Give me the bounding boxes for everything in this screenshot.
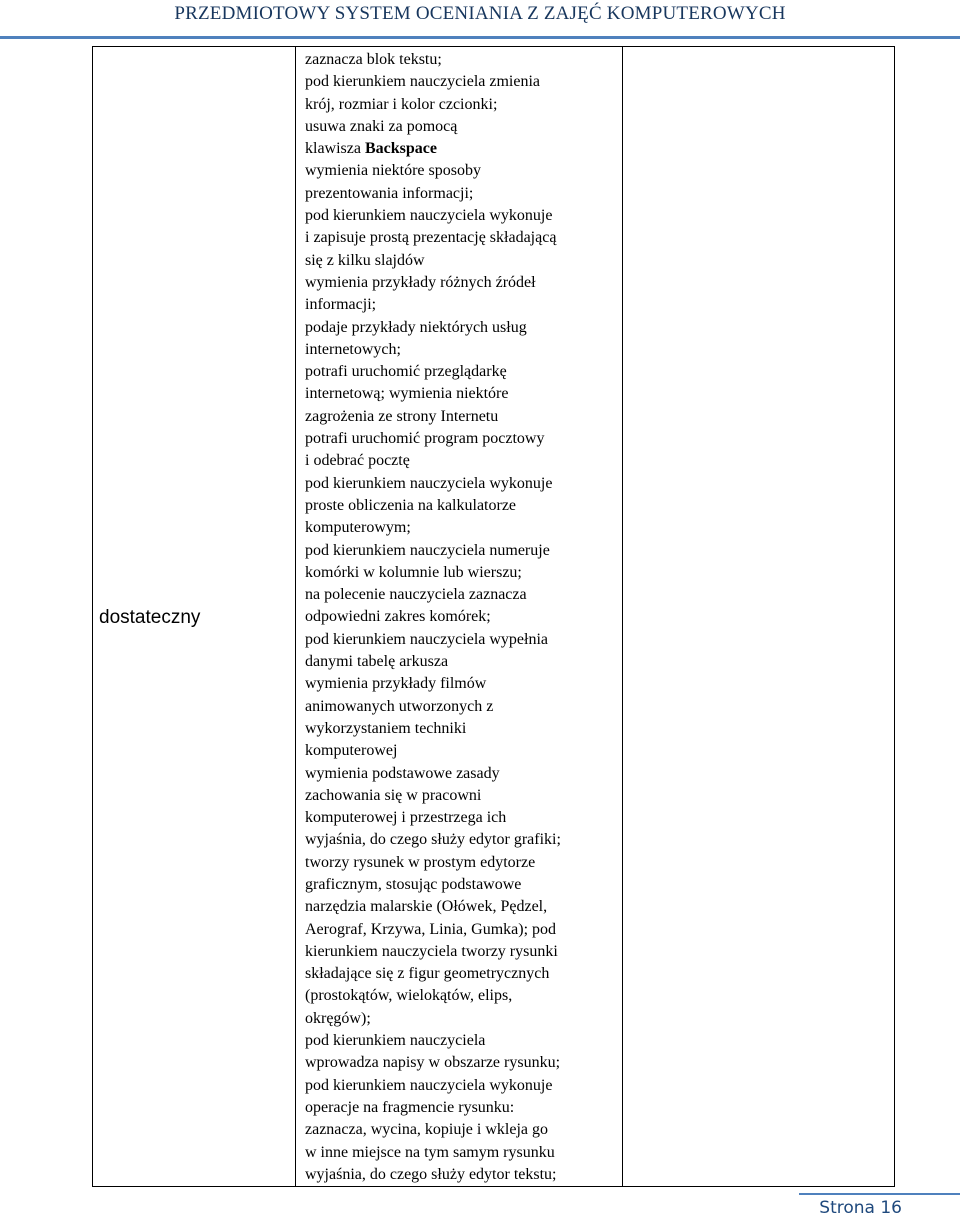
requirement-text: na polecenie nauczyciela zaznacza — [305, 586, 527, 604]
requirement-line — [305, 985, 618, 1007]
requirement-line — [305, 361, 618, 383]
requirement-text: komórki w kolumnie lub wierszu; — [305, 563, 522, 581]
grade-cell — [93, 47, 296, 1187]
requirement-line — [305, 807, 618, 829]
requirement-line — [305, 718, 618, 740]
requirement-line — [305, 1119, 618, 1141]
requirement-line — [305, 1097, 618, 1119]
requirement-line — [305, 919, 618, 941]
requirement-line — [305, 495, 618, 517]
requirement-text: internetową; wymienia niektóre — [305, 385, 509, 403]
requirement-text: wykorzystaniem techniki — [305, 719, 467, 737]
requirement-text: wprowadza napisy w obszarze rysunku; — [305, 1054, 561, 1072]
requirement-text: pod kierunkiem nauczyciela wykonuje — [305, 1076, 553, 1094]
requirement-line — [305, 49, 618, 71]
requirement-line — [305, 71, 618, 93]
requirement-text: animowanych utworzonych z — [305, 697, 494, 715]
requirement-text: kierunkiem nauczyciela tworzy rysunki — [305, 942, 558, 960]
requirement-text: potrafi uruchomić program pocztowy — [305, 430, 545, 448]
requirement-text: się z kilku slajdów — [305, 251, 425, 269]
requirement-text: wymienia przykłady filmów — [305, 675, 487, 693]
requirement-text: okręgów); — [305, 1009, 371, 1027]
requirement-text: pod kierunkiem nauczyciela zmienia — [305, 73, 541, 91]
requirement-text: operacje na fragmencie rysunku: — [305, 1098, 515, 1116]
requirement-line — [305, 1030, 618, 1052]
requirement-text: tworzy rysunek w prostym edytorze — [305, 853, 536, 871]
requirement-text: odpowiedni zakres komórek; — [305, 608, 491, 626]
requirement-text: pod kierunkiem nauczyciela wypełnia — [305, 630, 549, 648]
requirement-text: zagrożenia ze strony Internetu — [305, 407, 499, 425]
requirement-text: klawisza — [305, 140, 365, 158]
requirement-line — [305, 428, 618, 450]
requirement-line — [305, 160, 618, 182]
requirement-text: komputerowej — [305, 742, 398, 760]
requirement-text: wymienia przykłady różnych źródeł — [305, 273, 536, 291]
requirement-line — [305, 540, 618, 562]
requirement-text: komputerowym; — [305, 519, 411, 537]
requirement-line — [305, 517, 618, 539]
requirement-line — [305, 406, 618, 428]
page-header — [0, 0, 960, 38]
requirement-line — [305, 651, 618, 673]
requirement-text: wymienia podstawowe zasady — [305, 764, 500, 782]
requirement-text: zaznacza blok tekstu; — [305, 51, 442, 68]
requirement-line — [305, 383, 618, 405]
requirement-line — [305, 673, 618, 695]
requirement-text: graficznym, stosując podstawowe — [305, 875, 522, 893]
requirement-line — [305, 829, 618, 851]
requirement-text: pod kierunkiem nauczyciela wykonuje — [305, 207, 553, 225]
requirement-line — [305, 294, 618, 316]
requirement-line — [305, 785, 618, 807]
page-footer — [819, 1198, 902, 1224]
requirement-text: (prostokątów, wielokątów, elips, — [305, 987, 513, 1005]
grade-requirements-table — [92, 46, 895, 1187]
requirements-cell — [296, 47, 623, 1187]
requirement-text: pod kierunkiem nauczyciela — [305, 1032, 486, 1050]
requirement-text: pod kierunkiem nauczyciela numeruje — [305, 541, 550, 559]
requirement-line — [305, 1142, 618, 1164]
header-divider — [0, 36, 960, 39]
requirement-line — [305, 317, 618, 339]
requirement-text: pod kierunkiem nauczyciela wykonuje — [305, 474, 553, 492]
requirements-list — [296, 47, 622, 1186]
empty-cell — [623, 47, 895, 1187]
requirement-line — [305, 339, 618, 361]
requirement-text: i odebrać pocztę — [305, 452, 410, 470]
table-row — [93, 47, 895, 1187]
requirement-line — [305, 941, 618, 963]
requirement-line — [305, 874, 618, 896]
requirement-line — [305, 116, 618, 138]
requirement-line — [305, 1052, 618, 1074]
requirement-line — [305, 138, 618, 160]
requirement-text: prezentowania informacji; — [305, 184, 474, 202]
requirement-text: wyjaśnia, do czego służy edytor grafiki; — [305, 831, 561, 849]
requirement-text: krój, rozmiar i kolor czcionki; — [305, 95, 498, 113]
requirement-line — [305, 696, 618, 718]
requirement-text: wyjaśnia, do czego służy edytor tekstu; — [305, 1165, 557, 1183]
requirement-line — [305, 1164, 618, 1186]
requirement-text: w inne miejsce na tym samym rysunku — [305, 1143, 555, 1161]
requirement-line — [305, 1075, 618, 1097]
requirement-text: wymienia niektóre sposoby — [305, 162, 481, 180]
requirement-line — [305, 896, 618, 918]
requirement-line — [305, 562, 618, 584]
requirement-line — [305, 763, 618, 785]
requirement-line — [305, 963, 618, 985]
requirement-line — [305, 250, 618, 272]
requirement-line — [305, 629, 618, 651]
requirement-text: narzędzia malarskie (Ołówek, Pędzel, — [305, 898, 548, 916]
requirement-text: zachowania się w pracowni — [305, 786, 482, 804]
requirement-line — [305, 227, 618, 249]
footer-divider — [799, 1193, 960, 1195]
requirement-line — [305, 473, 618, 495]
requirement-text: komputerowej i przestrzega ich — [305, 809, 507, 827]
requirement-line — [305, 740, 618, 762]
page-number: Strona 16 — [819, 1198, 902, 1218]
document-title: PRZEDMIOTOWY SYSTEM OCENIANIA Z ZAJĘĆ KOMPUTEROWYCH — [174, 3, 786, 24]
requirement-text: składające się z figur geometrycznych — [305, 965, 550, 983]
requirement-text: zaznacza, wycina, kopiuje i wkleja go — [305, 1121, 548, 1139]
requirement-line — [305, 205, 618, 227]
grade-label: dostateczny — [99, 606, 201, 628]
requirement-line — [305, 272, 618, 294]
requirement-text: danymi tabelę arkusza — [305, 653, 449, 671]
requirement-line — [305, 450, 618, 472]
requirement-line — [305, 183, 618, 205]
requirement-text: informacji; — [305, 296, 377, 314]
requirement-line — [305, 584, 618, 606]
requirement-line — [305, 1008, 618, 1030]
requirement-text: Aerograf, Krzywa, Linia, Gumka); pod — [305, 920, 557, 938]
requirement-line — [305, 606, 618, 628]
requirement-line — [305, 94, 618, 116]
requirement-text: internetowych; — [305, 340, 401, 358]
requirement-line — [305, 852, 618, 874]
key-name: Backspace — [364, 140, 437, 158]
requirement-text: potrafi uruchomić przeglądarkę — [305, 363, 507, 381]
requirement-text: proste obliczenia na kalkulatorze — [305, 496, 517, 514]
requirement-text: usuwa znaki za pomocą — [305, 117, 458, 135]
requirement-text: podaje przykłady niektórych usług — [305, 318, 527, 336]
requirement-text: i zapisuje prostą prezentację składającą — [305, 229, 557, 247]
